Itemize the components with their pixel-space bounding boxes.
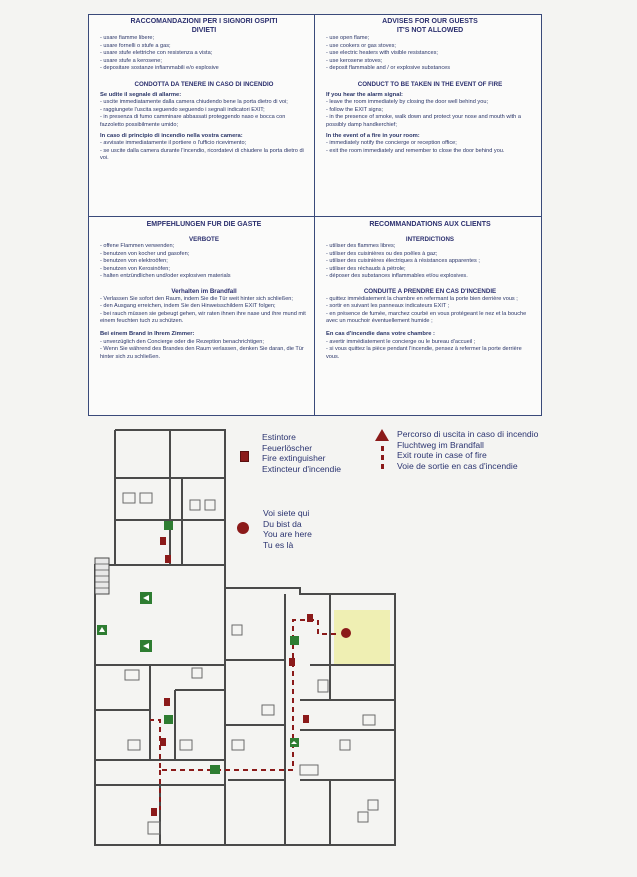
list-item: - utiliser des flammes libres; (326, 243, 396, 250)
panel-divider-horizontal (88, 216, 542, 217)
list-item: - se uscite dalla camera durante l'incendio, ricordatevi di chiudere la porta dietro di voi. (100, 147, 304, 162)
list-item: - offene Flammen verwenden; (100, 243, 175, 250)
room-fire-subheading: In caso di principio di incendio nella vostra camera: (100, 132, 243, 139)
legend-label: Voi siete qui (263, 508, 310, 518)
legend-exit-route (397, 429, 538, 471)
legend-label: Estintore (262, 432, 296, 442)
list-item: - depositare sostanze infiammabili e/o esplosive (100, 65, 219, 72)
list-item: - raggiungete l'uscita seguendo seguendo i segnali indicatori EXIT; (100, 106, 265, 113)
legend-label: You are here (263, 529, 312, 539)
list-item: - utiliser des cuisinières électriques à résistances apparentes ; (326, 258, 480, 265)
fire-conduct-heading: CONDUITE A PRENDRE EN CAS D'INCENDIE (363, 288, 497, 296)
fire-conduct-heading: CONDOTTA DA TENERE IN CASO DI INCENDIO (134, 80, 274, 88)
list-item: - Verlassen Sie sofort den Raum, indem Sie die Tür weit hinter sich schließen; (100, 295, 293, 302)
list-item: - leave the room immediately by closing the door well behind you; (326, 99, 488, 106)
list-item: - utiliser des réchauds à pétrole; (326, 265, 406, 272)
list-item: - halten entzündlichen und/oder explosiven materials (100, 273, 231, 280)
list-item: - unverzüglich den Concierge oder die Rezeption benachrichtigen; (100, 338, 264, 345)
list-item: - usare stufe elettriche con resistenza a vista; (100, 50, 213, 57)
fire-conduct-heading: Verhalten im Brandfall (171, 288, 237, 296)
list-item: - exit the room immediately and remember to close the door behind you. (326, 147, 505, 154)
list-item: - Wenn Sie während des Brandes den Raum verlassen, denken Sie daran, die Tür hinter sich zu schließen. (100, 346, 304, 360)
legend-label: Extincteur d'incendie (262, 463, 342, 474)
legend-label: Exit route in case of fire (397, 450, 487, 460)
list-item: - use cookers or gas stoves; (326, 42, 396, 49)
list-item: - benutzen von Kerosinöfen; (100, 265, 170, 272)
section-title: RECOMMANDATIONS AUX CLIENTS (369, 221, 491, 228)
room-fire-subheading: Bei einem Brand in Ihrem Zimmer: (100, 331, 195, 338)
panel-divider-vertical (314, 14, 315, 416)
legend-label: Du bist da (263, 518, 302, 529)
list-item: - avertir immédiatement le concierge ou le bureau d'accueil ; (326, 338, 476, 345)
legend-label: Percorso di uscita in caso di incendio (397, 429, 539, 439)
list-item: - in presenza di fumo camminare abbassati proteggendo naso e bocca con fazzoletto possibilmente umido; (100, 114, 286, 128)
list-item: - bei rauch müssen sie gebeugt gehen, wir raten ihnen ihre nase und ihre mund mit einem feuchten tuch zu schützen. (100, 310, 306, 325)
list-item: - usare fornelli o stufe a gas; (100, 42, 171, 49)
room-fire-subheading: In the event of a fire in your room: (326, 132, 420, 139)
list-item: - in the presence of smoke, walk down and protect your nose and mouth with a possibly damp handkerchief; (326, 114, 521, 128)
list-item: - usare stufe a kerosene; (100, 57, 162, 64)
section-title: EMPFEHLUNGEN FUR DIE GASTE (146, 221, 262, 228)
room-fire-subheading: En cas d'incendie dans votre chambre : (326, 331, 435, 338)
list-item: - benutzen von elektroöfen; (100, 258, 168, 265)
section-subtitle: DIVIETI (191, 26, 217, 34)
floor-plan (88, 425, 408, 855)
list-item: - avvisate immediatamente il portiere o l'ufficio ricevimento; (100, 140, 247, 147)
list-item: - use kerosene stoves; (326, 57, 383, 64)
section-italian (100, 18, 308, 163)
list-item: - déposer des substances inflammables et/ou explosives. (326, 273, 468, 280)
section-german (100, 221, 308, 361)
section-subtitle: VERBOTE (189, 235, 219, 243)
section-title: ADVISES FOR OUR GUESTS (382, 18, 478, 25)
legend-label: Feuerlöscher (262, 442, 313, 453)
section-subtitle: INTERDICTIONS (405, 235, 455, 243)
list-item: - usare fiamme libere; (100, 35, 155, 41)
list-item: - immediately notify the concierge or reception office; (326, 140, 457, 147)
list-item: - den Ausgang erreichen, indem Sie den Hinweisschildern EXIT folgen; (100, 303, 276, 310)
list-item: - uscite immediatamente dalla camera chiudendo bene la porta dietro di voi; (100, 99, 288, 106)
list-item: - en présence de fumée, marchez courbé en vous protégeant le nez et la bouche avec un mouchoir éventuellement humide ; (326, 310, 527, 325)
legend-label: Voie de sortie en cas d'incendie (397, 460, 518, 471)
list-item: - use electric heaters with visible resistances; (326, 50, 438, 57)
alarm-subheading: Se udite il segnale di allarme: (100, 91, 182, 98)
list-item: - follow the EXIT signs; (326, 106, 384, 113)
legend-label: Tu es là (263, 539, 294, 550)
section-english (326, 18, 534, 155)
alarm-subheading: If you hear the alarm signal: (326, 91, 403, 98)
list-item: - deposit flammable and / or explosive substances (326, 65, 451, 72)
list-item: - si vous quittez la pièce pendant l'incendie, pensez à refermer la porte derrière vous. (326, 346, 522, 360)
list-item: - utiliser des cuisinières ou des poêles à gaz; (326, 250, 438, 257)
section-title: RACCOMANDAZIONI PER I SIGNORI OSPITI (130, 18, 278, 25)
list-item: - sortir en suivant les panneaux indicateurs EXIT ; (326, 303, 450, 310)
section-french (326, 221, 534, 361)
fire-conduct-heading: CONDUCT TO BE TAKEN IN THE EVENT OF FIRE (357, 80, 503, 88)
prohibited-list (100, 35, 308, 73)
legend-label: Fire extinguisher (262, 453, 326, 463)
section-subtitle: IT'S NOT ALLOWED (396, 26, 464, 34)
legend-label: Fluchtweg im Brandfall (397, 439, 484, 450)
list-item: - use open flame; (326, 35, 370, 41)
list-item: - benutzen von kocher und gasofen; (100, 250, 190, 257)
list-item: - quittez immédiatement la chambre en refermant la porte bien derrière vous ; (326, 295, 518, 302)
